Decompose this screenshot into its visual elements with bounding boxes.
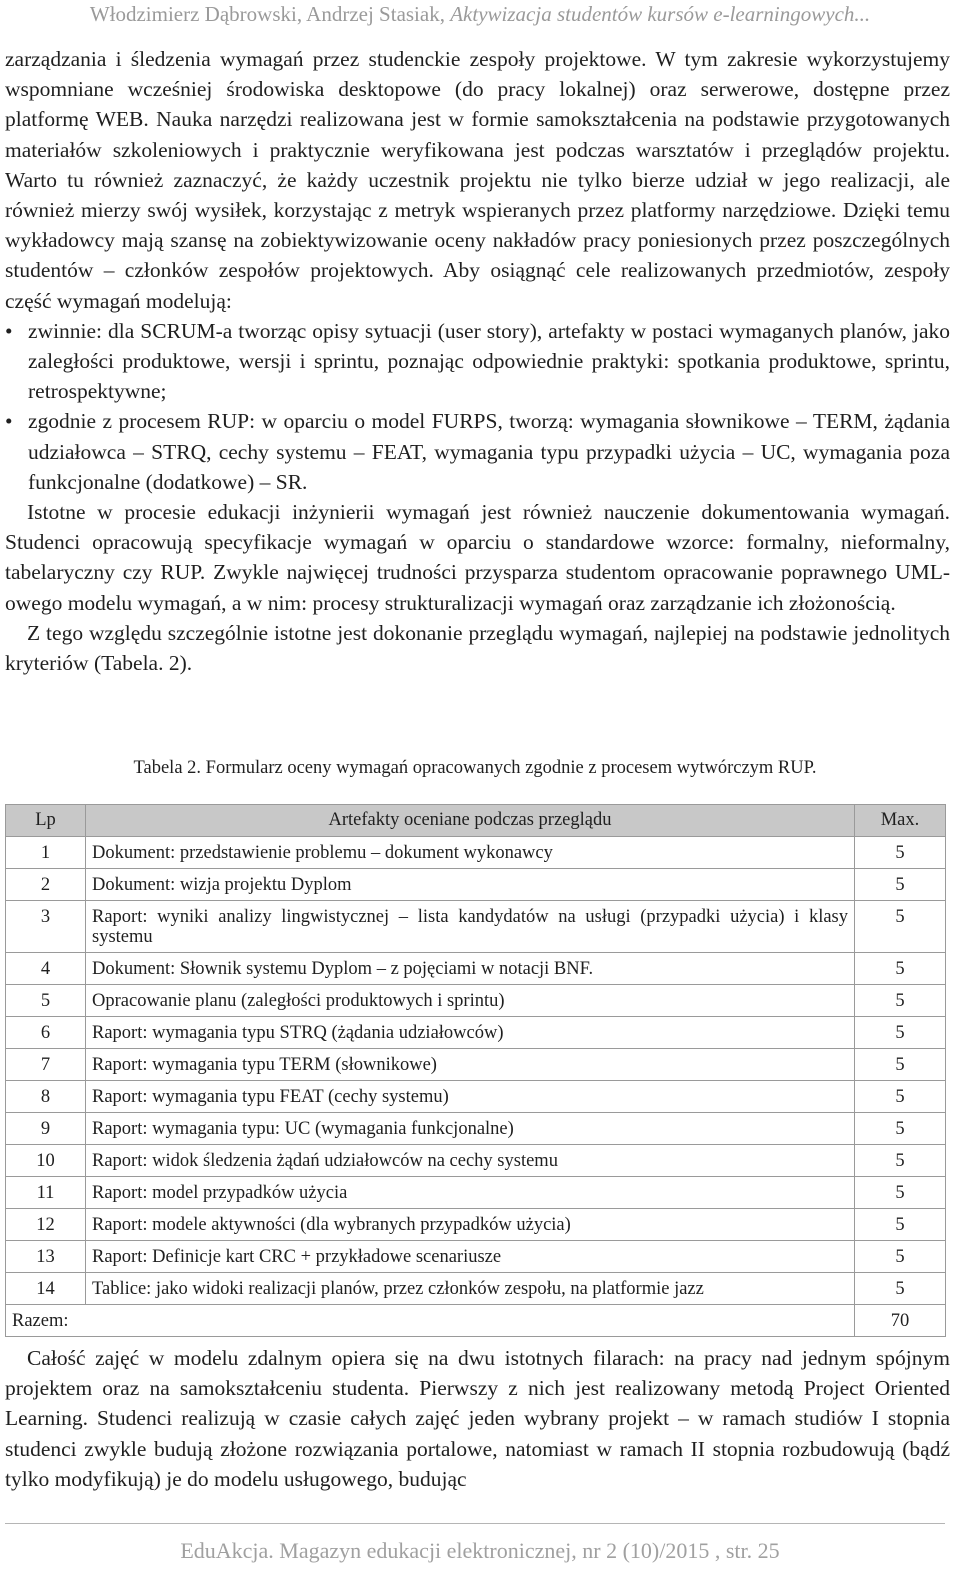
row-artifact-cell: Tablice: jako widoki realizacji planów, przez członków zespołu, na platformie jazz [86, 1273, 855, 1305]
row-artifact-cell: Dokument: wizja projektu Dyplom [86, 869, 855, 901]
table-row [6, 1113, 946, 1145]
row-number-cell: 7 [6, 1049, 86, 1081]
row-artifact-cell: Opracowanie planu (zaległości produktowych i sprintu) [86, 985, 855, 1017]
row-artifact-cell: Raport: wymagania typu: UC (wymagania funkcjonalne) [86, 1113, 855, 1145]
row-artifact-cell: Raport: model przypadków użycia [86, 1177, 855, 1209]
header-authors: Włodzimierz Dąbrowski, Andrzej Stasiak, [89, 2, 445, 26]
table-row [6, 837, 946, 869]
row-max-cell: 5 [855, 1049, 946, 1081]
running-footer: EduAkcja. Magazyn edukacji elektronicznej, nr 2 (10)/2015 , str. 25 [180, 1538, 780, 1563]
table-row [6, 985, 946, 1017]
row-artifact-cell: Raport: Definicje kart CRC + przykładowe scenariusze [86, 1241, 855, 1273]
table-row [6, 953, 946, 985]
row-artifact-cell: Raport: wyniki analizy lingwistycznej – lista kandydatów na usługi (przypadki użycia) i klasy systemu [86, 901, 855, 953]
column-header-max: Max. [855, 805, 946, 837]
table-row [6, 869, 946, 901]
paragraph: Całość zajęć w modelu zdalnym opiera się na dwu istotnych filarach: na pracy nad jednym spójnym projektem oraz na samokształceniu studenta. Pierwszy z nich jest realizowany metodą Project Oriented Learning. Studenci realizują w czasie całych zajęć jeden wybrany projekt – w ramach studiów I stopnia studenci zwykle budują złożone rozwiązania portalowe, natomiast w ramach II stopnia rozbudowują (bądź tylko modyfikują) je do modelu usługowego, budując [5, 1346, 950, 1491]
column-header-artifact: Artefakty oceniane podczas przeglądu [86, 805, 855, 837]
row-number-cell: 10 [6, 1145, 86, 1177]
row-number-cell: 4 [6, 953, 86, 985]
row-number-cell: 6 [6, 1017, 86, 1049]
table-row [6, 1209, 946, 1241]
row-number-cell: 5 [6, 985, 86, 1017]
evaluation-table [5, 804, 946, 1337]
table-row [6, 901, 946, 953]
list-item [5, 406, 950, 497]
row-artifact-cell: Raport: wymagania typu FEAT (cechy systemu) [86, 1081, 855, 1113]
paragraph: Istotne w procesie edukacji inżynierii wymagań jest również nauczenie dokumentowania wymagań. Studenci opracowują specyfikacje wymagań w oparciu o standardowe wzorce: formalny, nieformalny, tabelaryczny czy RUP. Zwykle najwięcej trudności przysparza studentom opracowanie poprawnego UML-owego modelu wymagań, a w nim: procesy strukturalizacji wymagań oraz zarządzanie ich złożonością. [5, 500, 950, 615]
table-row [6, 1145, 946, 1177]
row-max-cell: 5 [855, 1241, 946, 1273]
table-row [6, 1273, 946, 1305]
article-body-continued [5, 1343, 950, 1494]
row-max-cell: 5 [855, 1273, 946, 1305]
bullet-icon: • [5, 318, 13, 343]
row-max-cell: 5 [855, 1113, 946, 1145]
row-number-cell: 3 [6, 901, 86, 953]
row-number-cell: 2 [6, 869, 86, 901]
row-number-cell: 14 [6, 1273, 86, 1305]
table-row [6, 1241, 946, 1273]
row-max-cell: 5 [855, 869, 946, 901]
list-item-text: zgodnie z procesem RUP: w oparciu o model FURPS, tworzą: wymagania słownikowe – TERM, żądania udziałowca – STRQ, cechy systemu – FEAT, wymagania typu przypadki użycia – UC, wymagania poza funkcjonalne (dodatkowe) – SR. [28, 409, 950, 494]
paragraph: Z tego względu szczególnie istotne jest dokonanie przeglądu wymagań, najlepiej na podstawie jednolitych kryteriów (Tabela. 2). [5, 620, 950, 676]
table-row [6, 1177, 946, 1209]
row-max-cell: 5 [855, 837, 946, 869]
table-body [6, 837, 946, 1305]
list-item [5, 316, 950, 407]
row-artifact-cell: Dokument: przedstawienie problemu – dokument wykonawcy [86, 837, 855, 869]
paragraph: zarządzania i śledzenia wymagań przez studenckie zespoły projektowe. W tym zakresie wykorzystujemy wspomniane wcześniej środowiska desktopowe (do pracy lokalnej) oraz serwerowe, dostępne przez platformę WEB. Nauka narzędzi realizowana jest w formie samokształcenia na podstawie przygotowanych materiałów szkoleniowych i praktycznie weryfikowana jest podczas warsztatów i przeglądów projektu. Warto tu również zaznaczyć, że każdy uczestnik projektu nie tylko bierze udział w jego realizacji, ale również mierzy swój wysiłek, korzystając z metryk wspieranych przez platformy narzędziowe. Dzięki temu wykładowcy mają szansę na zobiektywizowanie oceny nakładów pracy poniesionych przez poszczególnych studentów – członków zespołów projektowych. Aby osiągnąć cele realizowanych przedmiotów, zespoły część wymagań modelują: [5, 47, 950, 313]
table-header-row [6, 805, 946, 837]
row-max-cell: 5 [855, 985, 946, 1017]
row-number-cell: 13 [6, 1241, 86, 1273]
running-header [0, 2, 960, 27]
column-header-lp: Lp [6, 805, 86, 837]
table-total-row [6, 1305, 946, 1337]
footer-divider [5, 1523, 945, 1524]
bullet-icon: • [5, 409, 13, 434]
row-artifact-cell: Raport: modele aktywności (dla wybranych przypadków użycia) [86, 1209, 855, 1241]
row-number-cell: 8 [6, 1081, 86, 1113]
row-number-cell: 9 [6, 1113, 86, 1145]
row-number-cell: 1 [6, 837, 86, 869]
row-number-cell: 12 [6, 1209, 86, 1241]
row-artifact-cell: Dokument: Słownik systemu Dyplom – z pojęciami w notacji BNF. [86, 953, 855, 985]
row-number-cell: 11 [6, 1177, 86, 1209]
table-row [6, 1081, 946, 1113]
row-artifact-cell: Raport: widok śledzenia żądań udziałowców na cechy systemu [86, 1145, 855, 1177]
row-max-cell: 5 [855, 901, 946, 953]
total-value: 70 [855, 1305, 946, 1337]
row-artifact-cell: Raport: wymagania typu STRQ (żądania udziałowców) [86, 1017, 855, 1049]
total-label: Razem: [6, 1305, 855, 1337]
article-body [5, 44, 950, 678]
row-max-cell: 5 [855, 1017, 946, 1049]
row-artifact-cell: Raport: wymagania typu TERM (słownikowe) [86, 1049, 855, 1081]
row-max-cell: 5 [855, 953, 946, 985]
row-max-cell: 5 [855, 1177, 946, 1209]
bullet-list [5, 316, 950, 497]
table-row [6, 1049, 946, 1081]
row-max-cell: 5 [855, 1209, 946, 1241]
row-max-cell: 5 [855, 1145, 946, 1177]
table-caption: Tabela 2. Formularz oceny wymagań opracowanych zgodnie z procesem wytwórczym RUP. [133, 758, 817, 778]
row-max-cell: 5 [855, 1081, 946, 1113]
table-row [6, 1017, 946, 1049]
list-item-text: zwinnie: dla SCRUM-a tworząc opisy sytuacji (user story), artefakty w postaci wymaganych planów, jako zaległości produktowe, wersji i sprintu, poznając odpowiednie praktyki: spotkania produktowe, sprintu, retrospektywne; [28, 318, 950, 404]
header-article-title: Aktywizacja studentów kursów e-learningowych... [450, 2, 871, 26]
